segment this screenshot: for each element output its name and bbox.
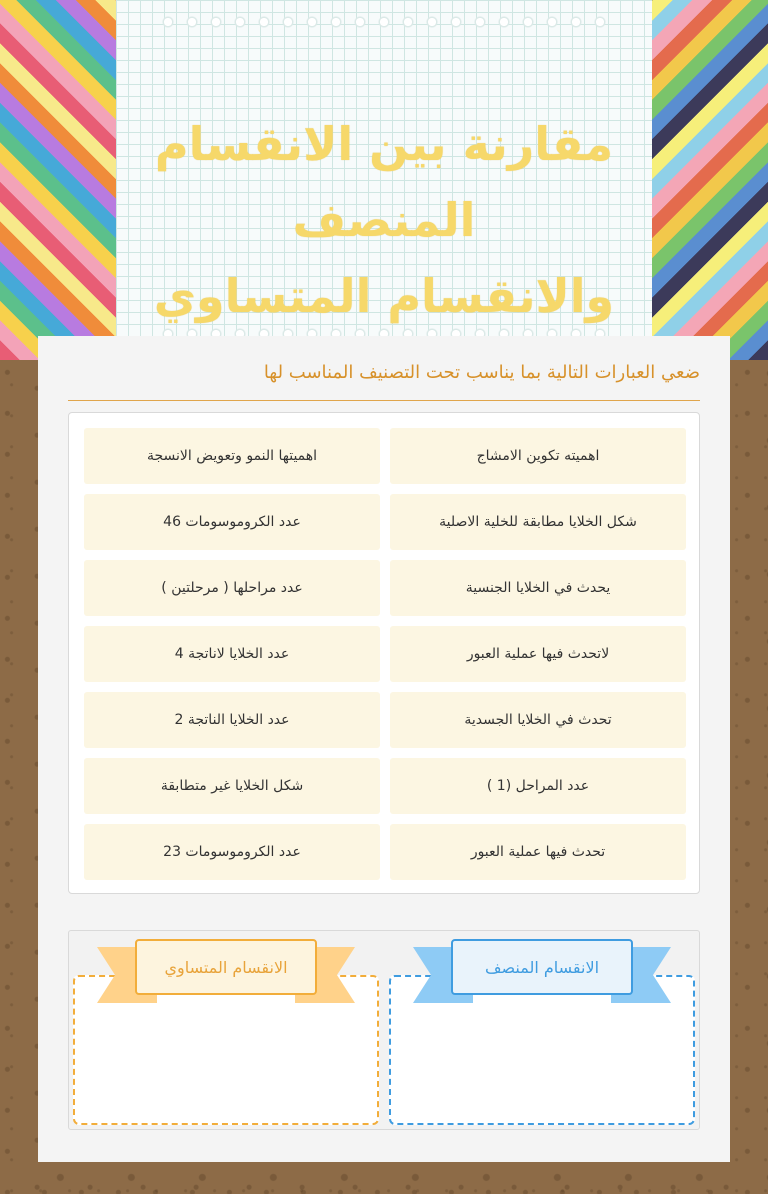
instruction-text: ضعي العبارات التالية بما يناسب تحت التصنيف المناسب لها	[263, 362, 700, 383]
draggable-item[interactable]: عدد المراحل (1 )	[390, 758, 686, 814]
category-label-mitosis: الانقسام المتساوي	[135, 939, 317, 995]
items-pool	[68, 412, 700, 894]
instruction-divider	[68, 400, 700, 401]
page-title	[96, 106, 672, 334]
worksheet-card	[38, 336, 730, 1162]
draggable-item[interactable]: اهميتها النمو وتعويض الانسجة	[84, 428, 380, 484]
draggable-item[interactable]: عدد الخلايا الناتجة 2	[84, 692, 380, 748]
draggable-item[interactable]: عدد الكروموسومات 23	[84, 824, 380, 880]
draggable-item[interactable]: شكل الخلايا غير متطابقة	[84, 758, 380, 814]
category-label-meiosis: الانقسام المنصف	[451, 939, 633, 995]
categories-area	[68, 930, 700, 1130]
draggable-item[interactable]: تحدث فيها عملية العبور	[390, 824, 686, 880]
items-grid	[84, 428, 686, 880]
category-meiosis	[389, 931, 695, 1131]
draggable-item[interactable]: عدد مراحلها ( مرحلتين )	[84, 560, 380, 616]
draggable-item[interactable]: عدد الخلايا لاناتجة 4	[84, 626, 380, 682]
draggable-item[interactable]: لاتحدث فيها عملية العبور	[390, 626, 686, 682]
header-banner	[0, 0, 768, 360]
draggable-item[interactable]: شكل الخلايا مطابقة للخلية الاصلية	[390, 494, 686, 550]
draggable-item[interactable]: عدد الكروموسومات 46	[84, 494, 380, 550]
page-title-line-2: والانقسام المتساوي	[153, 269, 615, 323]
draggable-item[interactable]: يحدث في الخلايا الجنسية	[390, 560, 686, 616]
category-mitosis	[73, 931, 379, 1131]
draggable-item[interactable]: تحدث في الخلايا الجسدية	[390, 692, 686, 748]
draggable-item[interactable]: اهميته تكوين الامشاج	[390, 428, 686, 484]
page-title-line-1: مقارنة بين الانقسام المنصف	[154, 117, 614, 247]
